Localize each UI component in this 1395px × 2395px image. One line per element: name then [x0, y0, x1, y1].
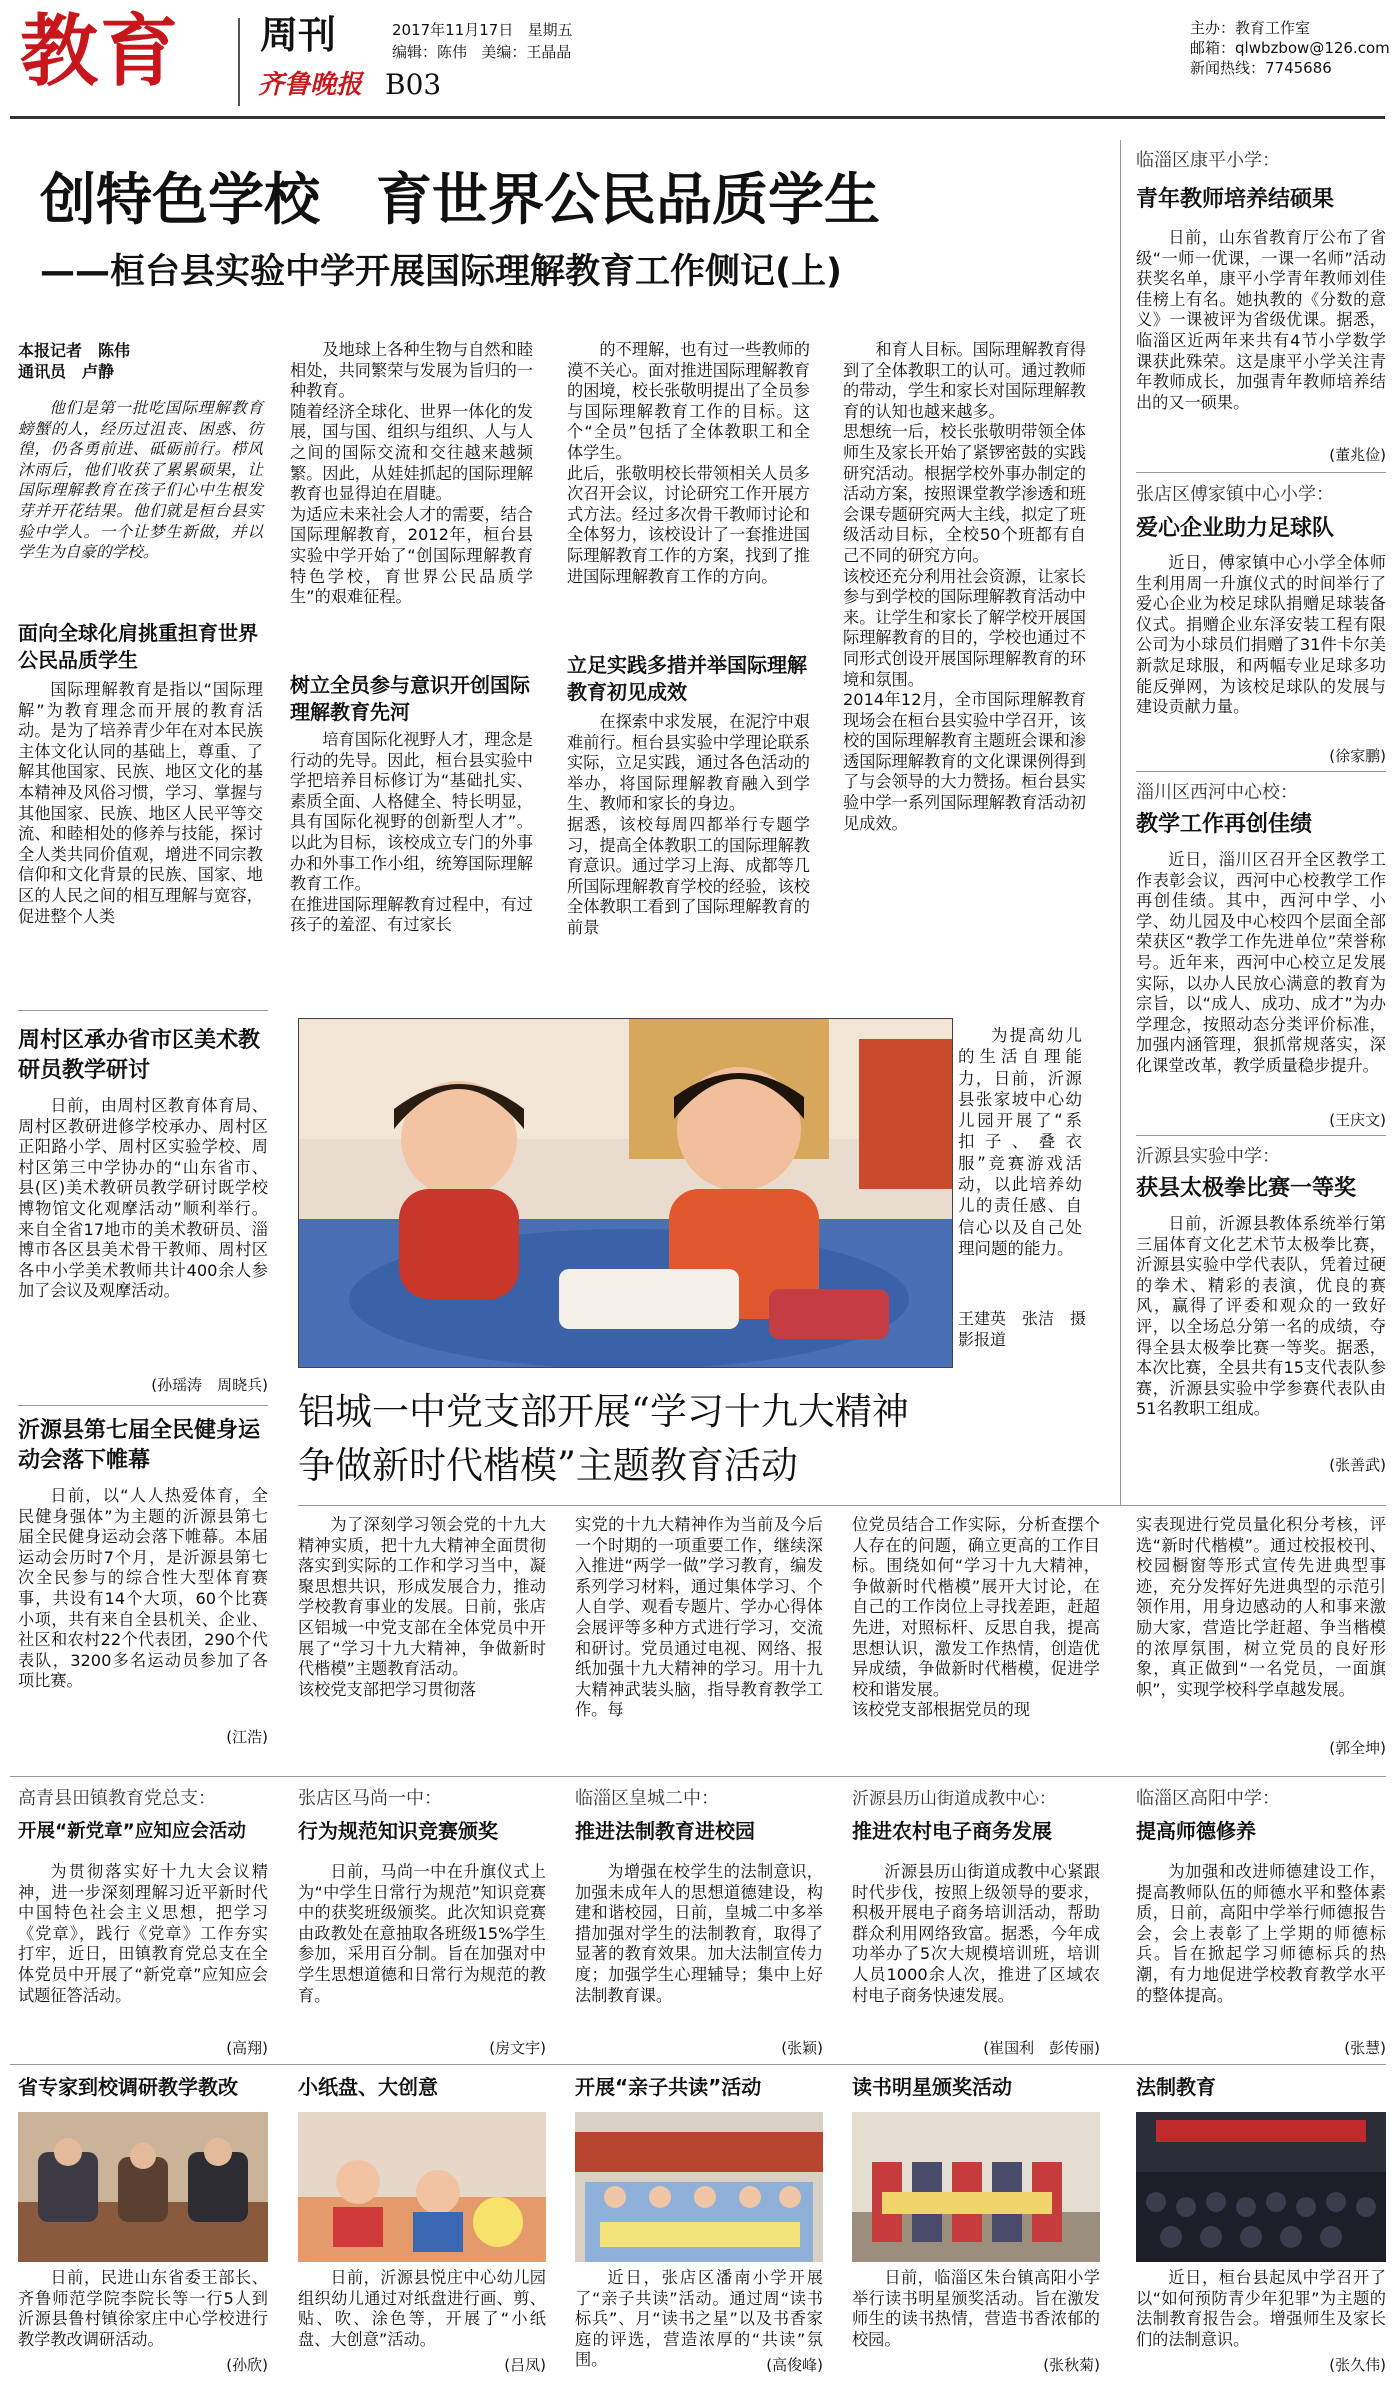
- main-photo-image: [299, 1019, 952, 1367]
- photo-news-4-image: [852, 2112, 1100, 2262]
- left-brief-2-title: 沂源县第七届全民健身运动会落下帷幕: [18, 1418, 261, 1473]
- issue-weekday: 星期五: [527, 21, 573, 39]
- brief-3-kicker: 临淄区皇城二中：: [575, 1788, 719, 1809]
- brief-3-byline: (张颖): [781, 2039, 823, 2057]
- contact-block: [1190, 18, 1390, 78]
- photo-news-5-body: 近日，桓台县起凤中学召开了以“如何预防青少年犯罪”为主题的法制教育报告会。增强师生及家长们的法制意识。: [1136, 2268, 1386, 2349]
- photo-news-1-byline: (孙欣): [226, 2356, 268, 2374]
- correspondent: 通讯员 卢静: [18, 362, 115, 381]
- photo-news-5-byline: (张久伟): [1329, 2356, 1386, 2374]
- brief-1-byline: (高翔): [226, 2039, 268, 2057]
- right-brief-2-kicker: 张店区傅家镇中心小学：: [1136, 484, 1334, 505]
- lead-title: 创特色学校 育世界公民品质学生: [40, 167, 880, 233]
- lead-subhead-3: 立足实践多措并举国际理解教育初见成效: [567, 653, 807, 704]
- party-col-4-byline: (郭全坤): [1329, 1739, 1386, 1757]
- lead-intro: 他们是第一批吃国际理解教育螃蟹的人，经历过沮丧、困惑、彷徨，仍各勇前进、砥砺前行。栉风沐雨后，他们收获了累累硕果，让国际理解教育在孩子们心中生根发芽并开花结果。他们就是桓台县实验中学人。一个让梦生新做，并以学生为自豪的学校。: [18, 399, 263, 562]
- brief-2-title: 行为规范知识竞赛颁奖: [298, 1819, 498, 1843]
- left-brief-1-body: 日前，由周村区教育体育局、周村区教研进修学校承办、周村区正阳路小学、周村区实验学校、周村区第三中学协办的“山东省市、县(区)美术教研员教学研讨既学校博物馆文化观摩活动”顺利举行。来自全省17地市的美术教研员、淄博市各区县美术骨干教师、周村区各中小学美术教师共计400余人参加了会议及观摩活动。: [18, 1096, 268, 1301]
- right-brief-3-kicker: 淄川区西河中心校：: [1136, 782, 1298, 803]
- brief-1-kicker: 高青县田镇教育党总支：: [18, 1788, 216, 1809]
- brief-2-body: 日前，马尚一中在升旗仪式上为“中学生日常行为规范”知识竞赛中的获奖班级颁奖。此次知识竞赛由政教处在意抽取各班级15%学生参加，采用百分制。旨在加强对中学生思想道德和日常行为规范的教育。: [298, 1862, 546, 2005]
- lead-subtitle: ——桓台县实验中学开展国际理解教育工作侧记(上): [40, 252, 842, 292]
- brief-5-title: 提高师德修养: [1136, 1819, 1256, 1843]
- left-brief-1-byline: (孙瑶涛 周晓兵): [151, 1376, 268, 1394]
- lead-col-3b: 在探索中求发展，在泥泞中艰难前行。桓台县实验中学理论联系实际，立足实践，通过各色活动的举办，将国际理解教育融入到学生、教师和家长的身边。 据悉，该校每周四都举行专题学习，提高全体教职工的国际理解教育意识。通过学习上海、成都等几所国际理解教育学校的经验，该校全体教职工看到了国际理解教育的前景: [567, 712, 810, 937]
- photo-news-2-body: 日前，沂源县悦庄中心幼儿园组织幼儿通过对纸盘进行画、剪、贴、吹、涂色等，开展了“小纸盘、大创意”活动。: [298, 2268, 546, 2349]
- brief-5-byline: (张慧): [1344, 2039, 1386, 2057]
- brief-1-title: 开展“新党章”应知应会活动: [18, 1821, 246, 1842]
- left-brief-2-byline: (江浩): [226, 1728, 268, 1746]
- photo-news-3-body: 近日，张店区潘南小学开展了“亲子共读”活动。通过周“读书标兵”、月“读书之星”以及书香家庭的评选，营造浓厚的“共读”氛围。: [575, 2268, 823, 2370]
- photo-news-3-title: 开展“亲子共读”活动: [575, 2075, 762, 2099]
- party-title-line-2: 争做新时代楷模”主题教育活动: [298, 1444, 798, 1487]
- lead-subhead-1: 面向全球化肩挑重担育世界公民品质学生: [18, 621, 258, 672]
- left-brief-1-title: 周村区承办省市区美术教研员教学研讨: [18, 1028, 261, 1083]
- brief-4-byline: (崔国利 彭传丽): [983, 2039, 1100, 2057]
- brief-4-kicker: 沂源县历山街道成教中心：: [852, 1789, 1056, 1809]
- left-rule-1: [18, 1010, 268, 1011]
- right-rule-2: [1136, 771, 1386, 772]
- brief-5-body: 为加强和改进师德建设工作，提高教师队伍的师德水平和整体素质，日前，高阳中学举行师德报告会，会上表彰了上学期的师德标兵。旨在掀起学习师德标兵的热潮，有力地促进学校教育教学水平的整体提高。: [1136, 1862, 1386, 2005]
- editor-line: [392, 42, 571, 62]
- host: 主办：教育工作室: [1190, 19, 1311, 37]
- masthead-logo: 教育: [20, 6, 181, 97]
- photo-news-1-body: 日前，民进山东省委王部长、齐鲁师范学院李院长等一行5人到沂源县鲁村镇徐家庄中心学校进行教学教改调研活动。: [18, 2268, 268, 2349]
- header-rule: [10, 116, 1385, 119]
- brief-5-kicker: 临淄区高阳中学：: [1136, 1788, 1280, 1809]
- left-rule-2: [18, 1405, 268, 1406]
- photo-news-4-title: 读书明星颁奖活动: [852, 2075, 1012, 2099]
- lead-col-2a: 及地球上各种生物与自然和睦相处，共同繁荣与发展为旨归的一种教育。 随着经济全球化、世界一体化的发展，国与国、组织与组织、人与人之间的国际交流和交往越来越频繁。因此，从娃娃抓起的国际理解教育也显得迫在眉睫。 为适应未来社会人才的需要，结合国际理解教育，2012年，桓台县实验中学开始了“创国际理解教育特色学校，育世界公民品质学生”的艰难征程。: [290, 340, 533, 607]
- lead-byline: [18, 340, 258, 382]
- right-brief-2-title: 爱心企业助力足球队: [1136, 516, 1335, 541]
- right-brief-1-title: 青年教师培养结硕果: [1136, 187, 1335, 212]
- party-col-3: 位党员结合工作实际，分析查摆个人存在的问题，确立更高的工作目标。围绕如何“学习十九大精神，争做新时代楷模”展开大讨论，在自己的工作岗位上寻找差距，赶超先进，对照标杆、反思自我，提高思想认识，激发工作热情，创造优异成绩，争做新时代楷模，促进学校和谐发展。 该校党支部根据党员的现: [852, 1515, 1100, 1720]
- photo-news-4-byline: (张秋菊): [1043, 2356, 1100, 2374]
- right-brief-2-byline: (徐家鹏): [1329, 747, 1386, 765]
- lead-col-4: 和育人目标。国际理解教育得到了全体教职工的认可。通过教师的带动，学生和家长对国际理解教育的认知也越来越多。 思想统一后，校长张敬明带领全体师生及家长开始了紧锣密鼓的实践研究活动。根据学校外事办制定的活动方案，按照课堂教学渗透和班会课专题研究两大主线，拟定了班级活动目标，全校50个班都有自己不同的研究方向。 该校还充分利用社会资源，让家长参与到学校的国际理解教育活动中来。让学生和家长了解学校开展国际理解教育的目的，学校也通过不同形式创设开展国际理解教育的环境和氛围。 2014年12月，全市国际理解教育现场会在桓台县实验中学召开，该校的国际理解教育主题班会课和渗透国际理解教育的文化课课例得到了与会领导的大力赞扬。桓台县实验中学一系列国际理解教育活动初见成效。: [843, 340, 1086, 833]
- editor: 编辑：陈伟: [392, 43, 468, 61]
- photo-news-2-byline: (吕凤): [504, 2356, 546, 2374]
- right-brief-1-byline: (董兆俭): [1329, 446, 1386, 464]
- right-brief-3-title: 教学工作再创佳绩: [1136, 812, 1313, 837]
- left-brief-2-body: 日前，以“人人热爱体育，全民健身强体”为主题的沂源县第七届全民健身运动会落下帷幕。本届运动会历时7个月，是沂源县第七次全民参与的综合性大型体育赛事，共设有14个大项，60个比赛小项，共有来自全县机关、企业、社区和农村22个代表团，290个代表队，3200多名运动员参加了各项比赛。: [18, 1486, 268, 1691]
- photo-news-2-image: [298, 2112, 546, 2262]
- right-brief-2-body: 近日，傅家镇中心小学全体师生利用周一升旗仪式的时间举行了爱心企业为校足球队捐赠足球装备仪式。捐赠企业东泽安装工程有限公司为小球员们捐赠了31件卡尔美新款足球服，和两幅专业足球多功能反弹网，为该校足球队的发展与建设贡献力量。: [1136, 553, 1386, 717]
- photo-news-3-byline: (高俊峰): [766, 2356, 823, 2374]
- lead-col-2b: 培育国际化视野人才，理念是行动的先导。因此，桓台县实验中学把培养目标修订为“基础扎实、素质全面、人格健全、特长明显，具有国际化视野的创新型人才”。以此为目标，该校成立专门的外事办和外事工作小组，统筹国际理解教育工作。 在推进国际理解教育过程中，有过孩子的羞涩、有过家长: [290, 730, 533, 935]
- photos-rule-top: [10, 2064, 1386, 2065]
- lead-col-3a: 的不理解，也有过一些教师的漠不关心。面对推进国际理解教育的困境，校长张敬明提出了全员参与国际理解教育工作的目标。这个“全员”包括了全体教职工和全体学生。 此后，张敬明校长带领相关人员多次召开会议，讨论研究工作开展方式方法。经过多次骨干教师讨论和全体努力，该校设计了一套推进国际理解教育工作的方案，找到了推进国际理解教育工作的方向。: [567, 340, 810, 586]
- brief-1-body: 为贯彻落实好十九大会议精神，进一步深刻理解习近平新时代中国特色社会主义思想，把学习《党章》，践行《党章》工作夯实打牢，近日，田镇教育党总支在全体党员中开展了“新党章”应知应会试题征答活动。: [18, 1862, 268, 2005]
- page-number: B03: [385, 68, 442, 101]
- brief-4-title: 推进农村电子商务发展: [852, 1819, 1052, 1843]
- right-brief-3-body: 近日，淄川区召开全区教学工作表彰会议，西河中心校教学工作再创佳绩。其中，西河中学、小学、幼儿园及中心校四个层面全部荣获区“教学工作先进单位”荣誉称号。近年来，西河中心校立足发展实际，以办人民放心满意的教育为宗旨，以“成人、成功、成才”为办学理念，按照动态分类评价标准，加强内涵管理，狠抓常规落实，深化课堂改革，教学质量稳步提升。: [1136, 850, 1386, 1075]
- issue-date-line: [392, 20, 573, 40]
- photo-news-4-body: 日前，临淄区朱台镇高阳小学举行读书明星颁奖活动。旨在激发师生的读书热情，营造书香浓郁的校园。: [852, 2268, 1100, 2349]
- photo-news-5-image: [1136, 2112, 1386, 2262]
- lead-subhead-2: 树立全员参与意识开创国际理解教育先河: [290, 673, 530, 724]
- brief-2-kicker: 张店区马尚一中：: [298, 1788, 442, 1809]
- party-title-line-1: 铝城一中党支部开展“学习十九大精神: [298, 1390, 909, 1433]
- brief-3-body: 为增强在校学生的法制意识，加强未成年人的思想道德建设，构建和谐校园，日前，皇城二中多举措加强对学生的法制教育，取得了显著的教育效果。加大法制宣传力度；加强学生心理辅导；集中上好法制教育课。: [575, 1862, 823, 2005]
- briefs-rule-top: [10, 1776, 1386, 1777]
- right-brief-4-title: 获县太极拳比赛一等奖: [1136, 1176, 1357, 1201]
- right-brief-4-kicker: 沂源县实验中学：: [1136, 1146, 1280, 1167]
- party-col-2: 实党的十九大精神作为当前及今后一个时期的一项重要工作，继续深入推进“两学一做”学习教育，编发系列学习材料，通过集体学习、个人自学、观看专题片、学办心得体会展评等多种方式进行学习，交流和研讨。党员通过电视、网络、报纸加强十九大精神的学习。用十九大精神武装头脑，指导教育教学工作。每: [575, 1515, 823, 1720]
- party-col-1: 为了深刻学习领会党的十九大精神实质，把十九大精神全面贯彻落实到实际的工作和学习当中，凝聚思想共识，形成发展合力，推动学校教育事业的发展。日前，张店区铝城一中党支部在全体党员中开展了“学习十九大精神，争做新时代楷模”主题教育活动。 该校党支部把学习贯彻落: [298, 1515, 546, 1699]
- reporter: 本报记者 陈伟: [18, 341, 131, 360]
- email: 邮箱：qlwbzbow@126.com: [1190, 39, 1390, 57]
- main-photo: [298, 1018, 953, 1368]
- right-brief-1-body: 日前，山东省教育厅公布了省级“一师一优课，一课一名师”活动获奖名单，康平小学青年教师刘佳佳榜上有名。她执教的《分数的意义》一课被评为省级优课。据悉，临淄区近两年来共有4节小学数学课获此殊荣。这是康平小学关注青年教师成长，加强青年教师培养结出的又一硕果。: [1136, 228, 1386, 412]
- brief-3-title: 推进法制教育进校园: [575, 1819, 755, 1843]
- section-name: 周刊: [260, 13, 337, 57]
- right-rule-1: [1136, 472, 1386, 473]
- brand-name: 齐鲁晚报: [258, 70, 363, 100]
- masthead-divider: [238, 18, 240, 106]
- designer: 美编：王晶晶: [481, 43, 572, 61]
- brief-4-body: 沂源县历山街道成教中心紧跟时代步伐，按照上级领导的要求，积极开展电子商务培训活动，帮助群众利用网络致富。据悉，今年成功举办了5次大规模培训班，培训人员1000余人次，推进了区域农村电子商务快速发展。: [852, 1862, 1100, 2005]
- photo-news-5-title: 法制教育: [1136, 2075, 1216, 2099]
- photo-news-2-title: 小纸盘、大创意: [298, 2075, 438, 2099]
- hotline: 新闻热线：7745686: [1190, 59, 1332, 77]
- right-brief-3-byline: (王庆文): [1329, 1111, 1386, 1129]
- right-column-rule: [1120, 140, 1121, 1506]
- photo-news-1-title: 省专家到校调研教学教改: [18, 2075, 238, 2099]
- photo-news-3-image: [575, 2112, 823, 2262]
- right-brief-1-kicker: 临淄区康平小学：: [1136, 150, 1280, 171]
- main-photo-credit: 王建英 张洁 摄影报道: [958, 1309, 1087, 1349]
- right-brief-4-body: 日前，沂源县教体系统举行第三届体育文化艺术节太极拳比赛，沂源县实验中学代表队，凭着过硬的拳术、精彩的表演，优良的赛风，赢得了评委和观众的一致好评，以全场总分第一名的成绩，夺得全县太极拳比赛一等奖。据悉，本次比赛，全县共有15支代表队参赛，沂源县实验中学参赛代表队由51名教职工组成。: [1136, 1214, 1386, 1419]
- issue-date: 2017年11月17日: [392, 21, 514, 39]
- brief-2-byline: (房文宇): [489, 2039, 546, 2057]
- lead-col-1: 国际理解教育是指以“国际理解”为教育理念而开展的教育活动。是为了培养青少年在对本民族主体文化认同的基础上，尊重、了解其他国家、民族、地区文化的基本精神及风俗习惯，学习、掌握与其他国家、民族、地区人民平等交流、和睦相处的修养与技能，探讨全人类共同价值观，增进不同宗教信仰和文化背景的民族、国家、地区的人民之间的相互理解与宽容，促进整个人类: [18, 680, 263, 926]
- party-col-4: 实表现进行党员量化积分考核，评选“新时代楷模”。通过校报校刊、校园橱窗等形式宣传先进典型事迹，充分发挥好先进典型的示范引领作用，用身边感动的人和事来激励大家，营造比学赶超、争当楷模的浓厚氛围，树立党员的良好形象，真正做到“一名党员，一面旗帜”，实现学校科学卓越发展。: [1136, 1515, 1386, 1699]
- party-rule-top: [298, 1505, 1386, 1506]
- right-rule-3: [1136, 1135, 1386, 1136]
- main-photo-caption: 为提高幼儿的生活自理能力，日前，沂源县张家坡中心幼儿园开展了“系扣子、叠衣服”竞赛游戏活动，以此培养幼儿的责任感、自信心以及自己处理问题的能力。: [958, 1026, 1082, 1258]
- right-brief-4-byline: (张善武): [1329, 1456, 1386, 1474]
- photo-news-1-image: [18, 2112, 268, 2262]
